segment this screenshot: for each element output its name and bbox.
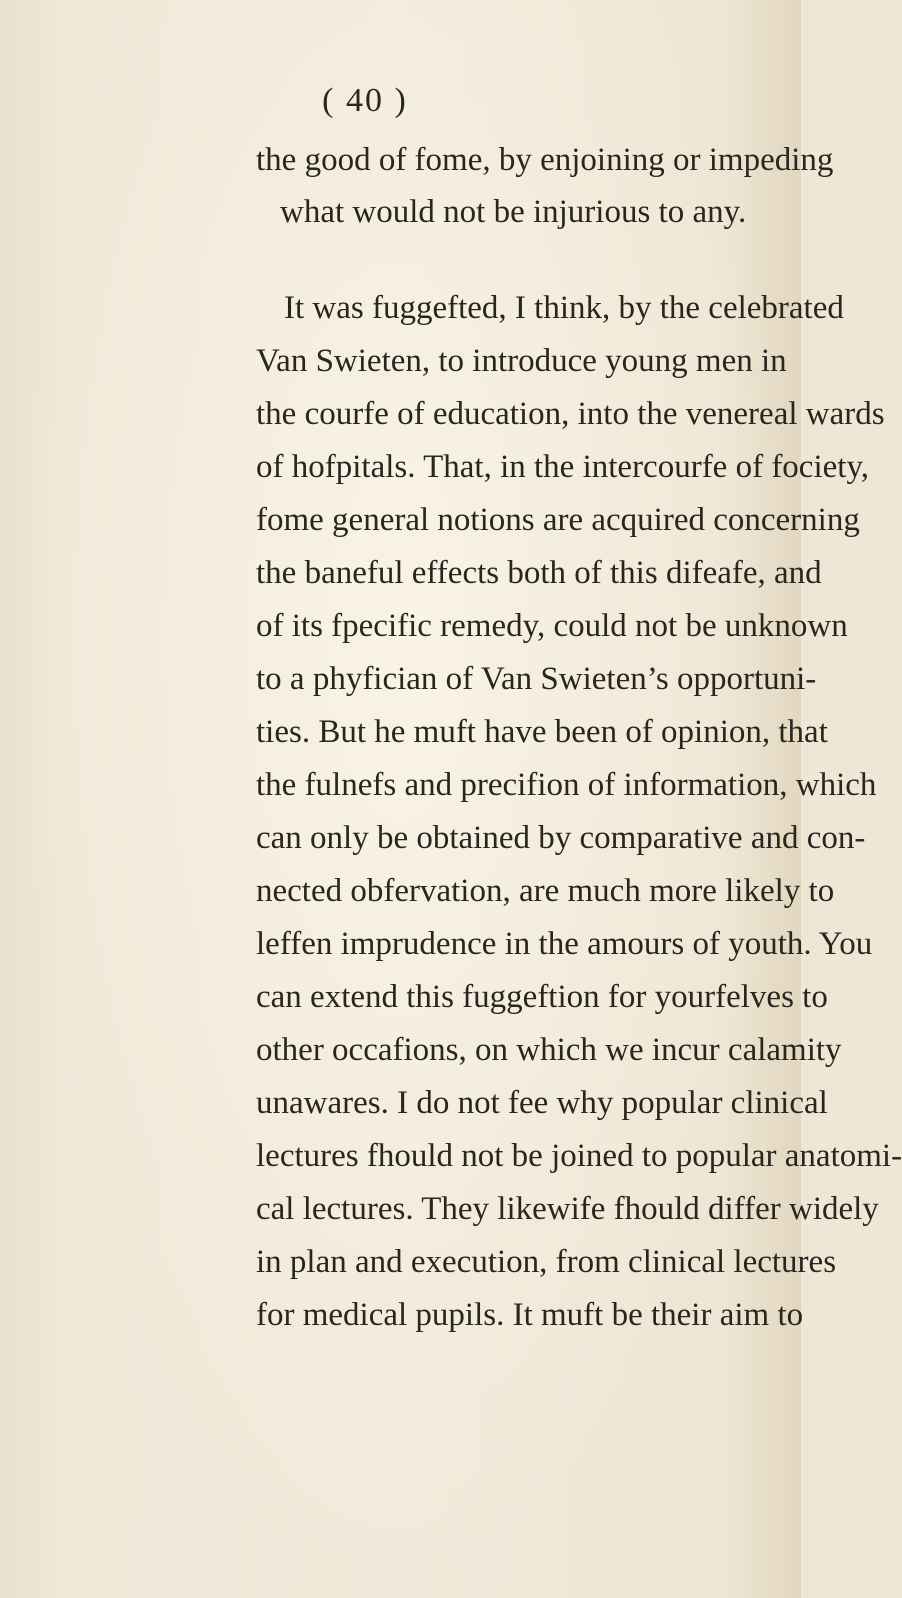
text-line-10: to a phyfician of Van Swieten’s opportuni- — [256, 661, 817, 697]
text-line-9: of its fpecific remedy, could not be unknown — [256, 608, 848, 644]
text-line-4: Van Swieten, to introduce young men in — [256, 343, 787, 379]
text-line-6: of hofpitals. That, in the intercourfe of fociety, — [256, 449, 870, 485]
text-line-13: can only be obtained by comparative and con- — [256, 820, 866, 856]
text-line-22: for medical pupils. It muft be their aim to — [256, 1297, 804, 1333]
text-line-21: in plan and execution, from clinical lectures — [256, 1244, 837, 1280]
text-line-3: It was fuggefted, I think, by the celebrated — [284, 290, 844, 326]
text-line-14: nected obfervation, are much more likely to — [256, 873, 835, 909]
text-line-2: what would not be injurious to any. — [280, 194, 747, 230]
text-line-17: other occafions, on which we incur calamity — [256, 1032, 842, 1068]
text-line-18: unawares. I do not fee why popular clinical — [256, 1085, 828, 1121]
text-line-7: fome general notions are acquired concerning — [256, 502, 860, 538]
text-line-20: cal lectures. They likewife fhould differ widely — [256, 1191, 879, 1227]
text-line-19: lectures fhould not be joined to popular anatomi- — [256, 1138, 902, 1174]
text-line-8: the baneful effects both of this difeafe, and — [256, 555, 822, 591]
text-line-5: the courfe of education, into the venereal wards — [256, 396, 885, 432]
text-line-1: the good of fome, by enjoining or impeding — [256, 142, 834, 178]
text-line-11: ties. But he muft have been of opinion, that — [256, 714, 828, 750]
text-line-16: can extend this fuggeftion for yourfelves to — [256, 979, 828, 1015]
text-line-12: the fulnefs and precifion of information, which — [256, 767, 877, 803]
page-number: ( 40 ) — [322, 82, 408, 119]
text-line-15: leffen imprudence in the amours of youth. You — [256, 926, 873, 962]
